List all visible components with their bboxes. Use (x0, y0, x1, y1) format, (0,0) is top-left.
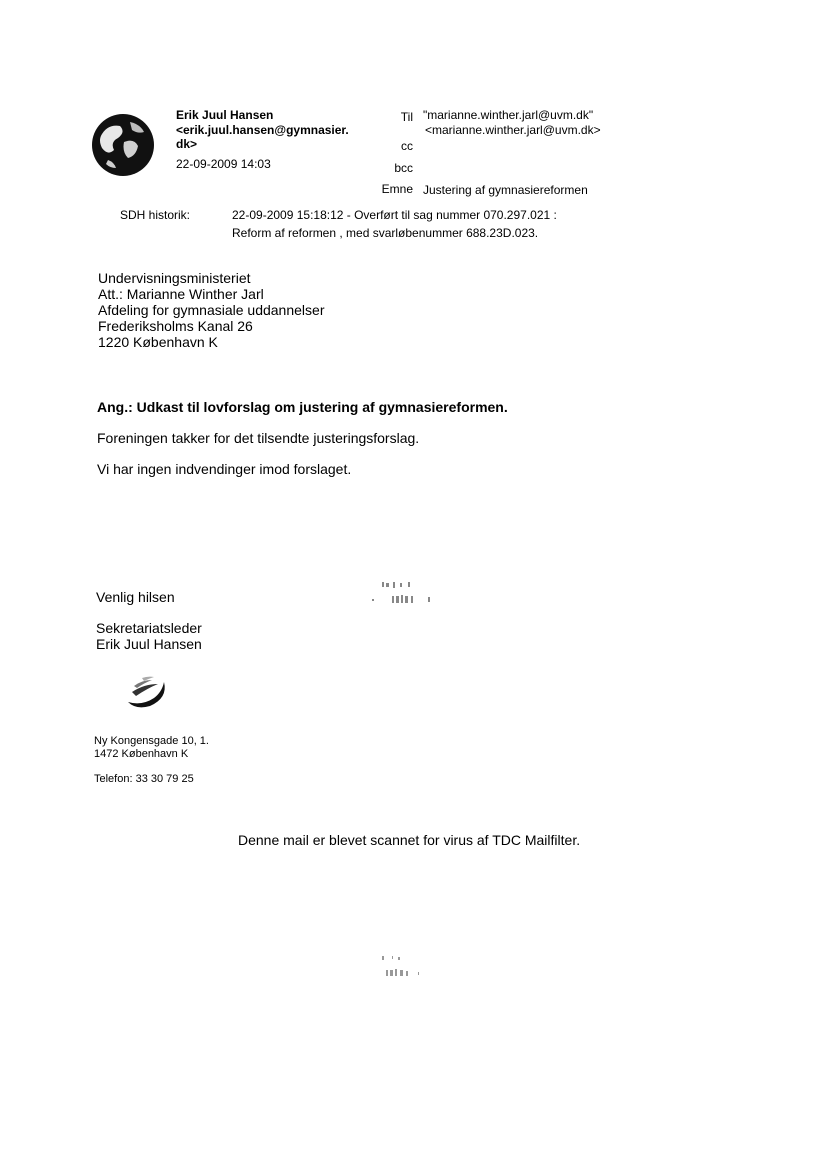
sdh-history-line1: 22-09-2009 15:18:12 - Overført til sag nummer 070.297.021 : (232, 208, 557, 222)
contact-address-line1: Ny Kongensgade 10, 1. (94, 735, 209, 747)
closing-greeting: Venlig hilsen (96, 589, 175, 605)
to-label: Til (400, 110, 413, 124)
recipient-att: Att.: Marianne Winther Jarl (98, 286, 264, 302)
letter-paragraph-1: Foreningen takker for det tilsendte justeringsforslag. (97, 430, 420, 446)
recipient-street: Frederiksholms Kanal 26 (98, 318, 253, 334)
sender-email[interactable]: <erik.juul.hansen@gymnasier. (176, 123, 349, 137)
to-address[interactable]: "marianne.winther.jarl@uvm.dk" (423, 108, 594, 122)
recipient-dept: Afdeling for gymnasiale uddannelser (98, 302, 325, 318)
scan-stamp-mark (366, 580, 436, 608)
signer-title: Sekretariatsleder (96, 620, 202, 636)
sdh-history-line2: Reform af reformen , med svarløbenummer 688.23D.023. (232, 226, 539, 240)
scan-stamp-mark-bottom (378, 954, 428, 982)
bcc-label: bcc (394, 161, 413, 175)
organization-logo (124, 676, 168, 712)
letter-subject: Ang.: Udkast til lovforslag om justering af gymnasiereformen. (97, 399, 508, 415)
globe-icon (90, 112, 156, 178)
sdh-label: SDH historik: (120, 208, 191, 222)
signer-name: Erik Juul Hansen (96, 636, 202, 652)
to-address-full[interactable]: <marianne.winther.jarl@uvm.dk> (425, 123, 601, 137)
contact-phone: Telefon: 33 30 79 25 (94, 773, 194, 785)
sender-email-continued[interactable]: dk> (176, 137, 198, 151)
subject-value: Justering af gymnasiereformen (423, 183, 588, 197)
sent-datetime: 22-09-2009 14:03 (176, 157, 271, 171)
sender-name: Erik Juul Hansen (176, 108, 274, 122)
subject-label: Emne (381, 182, 413, 196)
virus-scan-notice: Denne mail er blevet scannet for virus af TDC Mailfilter. (238, 832, 581, 848)
recipient-org: Undervisningsministeriet (98, 270, 251, 286)
letter-paragraph-2: Vi har ingen indvendinger imod forslaget. (97, 461, 352, 477)
contact-address-line2: 1472 København K (94, 748, 189, 760)
recipient-city: 1220 København K (98, 334, 218, 350)
cc-label: cc (401, 139, 413, 153)
